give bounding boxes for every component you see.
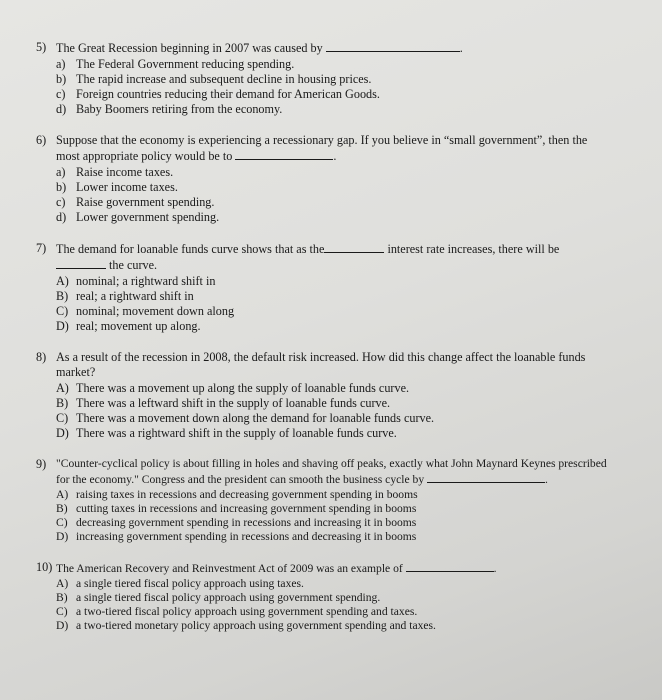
option-label: C) <box>56 411 69 425</box>
stem-text: Suppose that the economy is experiencing a recessionary gap. If you believe in “small government”, then the <box>56 133 588 147</box>
option-label: B) <box>56 289 69 303</box>
option-text: Raise government spending. <box>76 195 215 209</box>
option-label: b) <box>56 72 67 86</box>
stem-text: interest rate increases, there will be <box>387 242 560 256</box>
option-label: d) <box>56 102 67 116</box>
answer-option <box>56 516 642 530</box>
answer-option <box>56 165 642 180</box>
option-text: There was a rightward shift in the supply of loanable funds curve. <box>76 426 397 440</box>
answer-option <box>56 210 642 225</box>
answer-option <box>56 304 642 319</box>
option-text: increasing government spending in recessions and decreasing it in booms <box>76 530 417 543</box>
option-text: raising taxes in recessions and decreasing government spending in booms <box>76 488 418 501</box>
question-number: 7) <box>36 241 47 255</box>
question-stem <box>56 241 642 273</box>
question-9 <box>36 457 642 544</box>
option-label: a) <box>56 57 66 71</box>
answer-option <box>56 591 642 605</box>
question-body <box>56 40 642 117</box>
stem-text: market? <box>56 365 96 379</box>
answer-option <box>56 381 642 396</box>
answer-option <box>56 102 642 117</box>
answer-blank <box>326 40 460 52</box>
answer-option <box>56 396 642 411</box>
answer-option <box>56 411 642 426</box>
answer-blank <box>56 257 106 269</box>
option-text: Raise income taxes. <box>76 165 174 179</box>
option-text: Foreign countries reducing their demand for American Goods. <box>76 87 380 101</box>
answer-option <box>56 319 642 334</box>
answer-option <box>56 180 642 195</box>
option-label: a) <box>56 165 66 179</box>
option-text: cutting taxes in recessions and increasing government spending in booms <box>76 502 417 515</box>
stem-text: . <box>493 562 497 575</box>
question-5 <box>36 40 642 117</box>
answer-option <box>56 605 642 619</box>
stem-text: As a result of the recession in 2008, the default risk increased. How did this change affect the loanable funds <box>56 350 586 364</box>
option-label: B) <box>56 502 68 515</box>
question-number: 10) <box>36 560 53 574</box>
option-label: D) <box>56 426 69 440</box>
option-text: nominal; movement down along <box>76 304 235 318</box>
option-label: C) <box>56 605 68 618</box>
question-body <box>56 133 642 225</box>
stem-text: . <box>333 149 337 163</box>
answer-option <box>56 57 642 72</box>
question-body <box>56 457 642 544</box>
option-text: decreasing government spending in recessions and increasing it in booms <box>76 516 417 529</box>
option-label: d) <box>56 210 67 224</box>
question-number: 5) <box>36 40 47 54</box>
stem-text: The American Recovery and Reinvestment Act of 2009 was an example of <box>56 562 403 575</box>
option-text: real; movement up along. <box>76 319 201 333</box>
option-label: b) <box>56 180 67 194</box>
option-label: B) <box>56 396 69 410</box>
answer-option <box>56 72 642 87</box>
question-stem <box>56 133 642 164</box>
option-label: c) <box>56 87 66 101</box>
stem-text: for the economy." Congress and the president can smooth the business cycle by <box>56 473 425 486</box>
option-label: D) <box>56 530 69 543</box>
option-label: A) <box>56 488 69 501</box>
answer-option <box>56 195 642 210</box>
stem-text: . <box>459 41 463 55</box>
option-label: D) <box>56 619 69 632</box>
question-8 <box>36 350 642 441</box>
option-label: A) <box>56 577 69 590</box>
answer-option <box>56 530 642 544</box>
stem-text: "Counter-cyclical policy is about filling in holes and shaving off peaks, exactly what John Maynard Keynes prescribed <box>56 457 607 470</box>
question-number: 9) <box>36 457 47 471</box>
question-stem <box>56 40 642 56</box>
stem-text: most appropriate policy would be to <box>56 149 233 163</box>
option-text: a single tiered fiscal policy approach using government spending. <box>76 591 381 604</box>
answer-option <box>56 488 642 502</box>
answer-option <box>56 619 642 633</box>
question-stem <box>56 457 642 487</box>
option-label: C) <box>56 304 69 318</box>
question-7 <box>36 241 642 334</box>
answer-option <box>56 426 642 441</box>
stem-text: The demand for loanable funds curve shows that as the <box>56 242 325 256</box>
option-text: The Federal Government reducing spending. <box>76 57 295 71</box>
stem-text: The Great Recession beginning in 2007 was caused by <box>56 41 323 55</box>
option-text: a two-tiered fiscal policy approach using government spending and taxes. <box>76 605 418 618</box>
answer-option <box>56 577 642 591</box>
question-body <box>56 350 642 441</box>
question-6 <box>36 133 642 225</box>
option-text: a two-tiered monetary policy approach using government spending and taxes. <box>76 619 436 632</box>
option-text: There was a leftward shift in the supply of loanable funds curve. <box>76 396 391 410</box>
option-label: D) <box>56 319 69 333</box>
option-text: The rapid increase and subsequent decline in housing prices. <box>76 72 372 86</box>
question-body <box>56 241 642 334</box>
question-number: 8) <box>36 350 47 364</box>
answer-option <box>56 502 642 516</box>
answer-option <box>56 289 642 304</box>
option-text: Lower government spending. <box>76 210 220 224</box>
question-stem <box>56 560 642 576</box>
answer-blank <box>427 471 545 483</box>
option-text: real; a rightward shift in <box>76 289 194 303</box>
option-text: There was a movement up along the supply of loanable funds curve. <box>76 381 410 395</box>
answer-blank <box>324 241 384 253</box>
option-text: There was a movement down along the demand for loanable funds curve. <box>76 411 435 425</box>
option-label: c) <box>56 195 66 209</box>
question-body <box>56 560 642 633</box>
answer-option <box>56 87 642 102</box>
answer-blank <box>235 148 333 160</box>
option-text: a single tiered fiscal policy approach using taxes. <box>76 577 304 590</box>
question-stem <box>56 350 642 380</box>
answer-blank <box>406 560 494 572</box>
option-text: nominal; a rightward shift in <box>76 274 216 288</box>
option-text: Lower income taxes. <box>76 180 178 194</box>
stem-text: . <box>545 473 548 486</box>
question-number: 6) <box>36 133 47 147</box>
option-label: B) <box>56 591 68 604</box>
answer-option <box>56 274 642 289</box>
option-label: A) <box>56 274 69 288</box>
stem-text: the curve. <box>109 258 158 272</box>
option-label: C) <box>56 516 68 529</box>
option-text: Baby Boomers retiring from the economy. <box>76 102 283 116</box>
question-10 <box>36 560 642 633</box>
option-label: A) <box>56 381 69 395</box>
